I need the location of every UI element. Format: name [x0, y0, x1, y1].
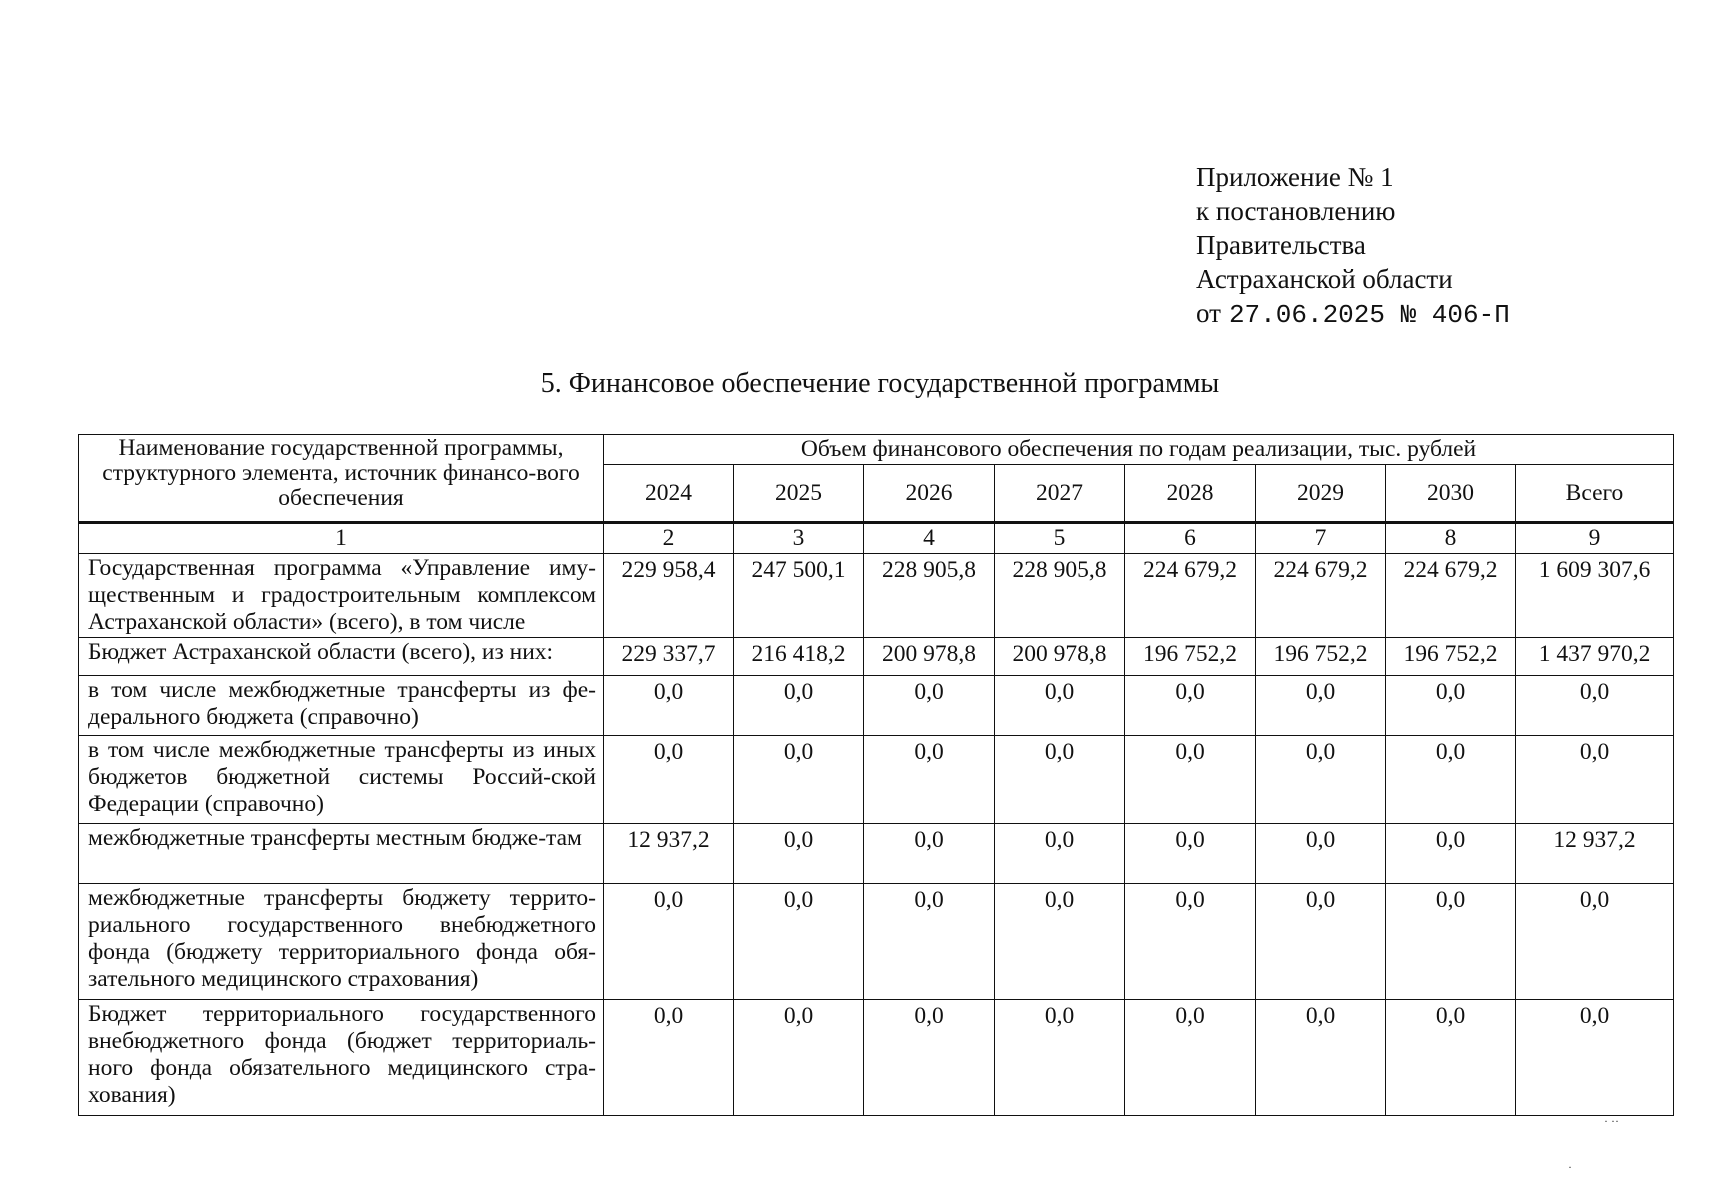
row-year-value: 196 752,2 [1125, 638, 1256, 676]
row-year-value: 224 679,2 [1256, 554, 1386, 638]
row-year-value: 0,0 [734, 884, 864, 1000]
appendix-date-line [1196, 296, 1510, 332]
column-number: 2 [604, 523, 734, 554]
row-year-value: 0,0 [995, 824, 1125, 884]
row-year-value: 0,0 [604, 676, 734, 736]
row-year-value: 200 978,8 [864, 638, 995, 676]
scan-dot: · [1568, 1160, 1572, 1174]
column-number: 7 [1256, 523, 1386, 554]
row-year-value: 0,0 [1125, 824, 1256, 884]
row-name: Государственная программа «Управление иму-щественным и градостроительным комплексом Астраханской области» (всего), в том числе [79, 554, 604, 638]
row-year-value: 228 905,8 [864, 554, 995, 638]
table-row [79, 1000, 1674, 1116]
row-year-value: 196 752,2 [1256, 638, 1386, 676]
row-year-value: 0,0 [734, 736, 864, 824]
column-number: 9 [1516, 523, 1674, 554]
row-year-value: 0,0 [734, 676, 864, 736]
row-name: Бюджет территориального государственного внебюджетного фонда (бюджет территориаль-ного фонда обязательного медицинского стра-хования) [79, 1000, 604, 1116]
column-number: 6 [1125, 523, 1256, 554]
appendix-line-1: Приложение № 1 [1196, 162, 1394, 192]
row-total-value: 0,0 [1516, 884, 1674, 1000]
row-total-value: 1 609 307,6 [1516, 554, 1674, 638]
row-year-value: 229 958,4 [604, 554, 734, 638]
appendix-line-2: к постановлению [1196, 196, 1396, 226]
row-year-value: 0,0 [1256, 676, 1386, 736]
row-year-value: 200 978,8 [995, 638, 1125, 676]
row-year-value: 0,0 [995, 1000, 1125, 1116]
column-number: 8 [1386, 523, 1516, 554]
section-title: 5. Финансовое обеспечение государственной программы [540, 368, 1220, 399]
row-name: в том числе межбюджетные трансферты из фе-дерального бюджета (справочно) [79, 676, 604, 736]
column-number: 5 [995, 523, 1125, 554]
row-year-value: 196 752,2 [1386, 638, 1516, 676]
table-row [79, 824, 1674, 884]
row-year-value: 0,0 [734, 1000, 864, 1116]
row-year-value: 0,0 [1125, 1000, 1256, 1116]
year-header: 2029 [1256, 465, 1386, 523]
row-year-value: 0,0 [1256, 824, 1386, 884]
date-prefix: от [1196, 298, 1221, 328]
row-year-value: 247 500,1 [734, 554, 864, 638]
column-number: 4 [864, 523, 995, 554]
row-year-value: 0,0 [604, 736, 734, 824]
row-year-value: 0,0 [1386, 1000, 1516, 1116]
table-row [79, 554, 1674, 638]
row-year-value: 0,0 [1125, 884, 1256, 1000]
year-header: 2028 [1125, 465, 1256, 523]
row-year-value: 0,0 [1256, 736, 1386, 824]
year-header: 2026 [864, 465, 995, 523]
year-header: 2024 [604, 465, 734, 523]
row-year-value: 216 418,2 [734, 638, 864, 676]
row-total-value: 12 937,2 [1516, 824, 1674, 884]
name-column-header: Наименование государственной программы, структурного элемента, источник финансо-вого обеспечения [79, 435, 604, 523]
row-year-value: 0,0 [604, 884, 734, 1000]
row-year-value: 0,0 [995, 736, 1125, 824]
column-number-row [79, 523, 1674, 554]
row-year-value: 0,0 [995, 884, 1125, 1000]
table-row [79, 638, 1674, 676]
row-total-value: 0,0 [1516, 676, 1674, 736]
header-row-1 [79, 435, 1674, 465]
financing-volume-header: Объем финансового обеспечения по годам реализации, тыс. рублей [604, 435, 1674, 465]
row-year-value: 0,0 [864, 736, 995, 824]
row-year-value: 12 937,2 [604, 824, 734, 884]
total-header: Всего [1516, 465, 1674, 523]
row-year-value: 224 679,2 [1125, 554, 1256, 638]
row-total-value: 0,0 [1516, 1000, 1674, 1116]
row-total-value: 0,0 [1516, 736, 1674, 824]
row-year-value: 0,0 [1125, 676, 1256, 736]
row-name: межбюджетные трансферты бюджету террито-риального государственного внебюджетного фонда (бюджету территориального фонда обя-зательного медицинского страхования) [79, 884, 604, 1000]
row-year-value: 0,0 [864, 884, 995, 1000]
row-year-value: 0,0 [995, 676, 1125, 736]
row-year-value: 0,0 [604, 1000, 734, 1116]
table-row [79, 884, 1674, 1000]
row-total-value: 1 437 970,2 [1516, 638, 1674, 676]
row-name: в том числе межбюджетные трансферты из иных бюджетов бюджетной системы Россий-ской Федерации (справочно) [79, 736, 604, 824]
year-header: 2027 [995, 465, 1125, 523]
table-row [79, 736, 1674, 824]
date-number: 27.06.2025 № 406-П [1228, 300, 1510, 330]
row-year-value: 0,0 [1256, 884, 1386, 1000]
row-year-value: 224 679,2 [1386, 554, 1516, 638]
row-year-value: 0,0 [1386, 824, 1516, 884]
row-year-value: 229 337,7 [604, 638, 734, 676]
row-year-value: 0,0 [1125, 736, 1256, 824]
financing-table [78, 434, 1674, 1116]
column-number: 1 [79, 523, 604, 554]
row-year-value: 228 905,8 [995, 554, 1125, 638]
row-year-value: 0,0 [864, 824, 995, 884]
row-name: межбюджетные трансферты местным бюдже-там [79, 824, 604, 884]
row-year-value: 0,0 [1386, 736, 1516, 824]
table-row [79, 676, 1674, 736]
row-name: Бюджет Астраханской области (всего), из них: [79, 638, 604, 676]
appendix-line-4: Астраханской области [1196, 264, 1453, 294]
appendix-header [1196, 160, 1510, 332]
year-header: 2025 [734, 465, 864, 523]
row-year-value: 0,0 [864, 676, 995, 736]
appendix-line-3: Правительства [1196, 230, 1366, 260]
column-number: 3 [734, 523, 864, 554]
row-year-value: 0,0 [864, 1000, 995, 1116]
row-year-value: 0,0 [1386, 884, 1516, 1000]
row-year-value: 0,0 [734, 824, 864, 884]
scan-dots: · ·· [1604, 1114, 1619, 1128]
row-year-value: 0,0 [1386, 676, 1516, 736]
year-header: 2030 [1386, 465, 1516, 523]
row-year-value: 0,0 [1256, 1000, 1386, 1116]
